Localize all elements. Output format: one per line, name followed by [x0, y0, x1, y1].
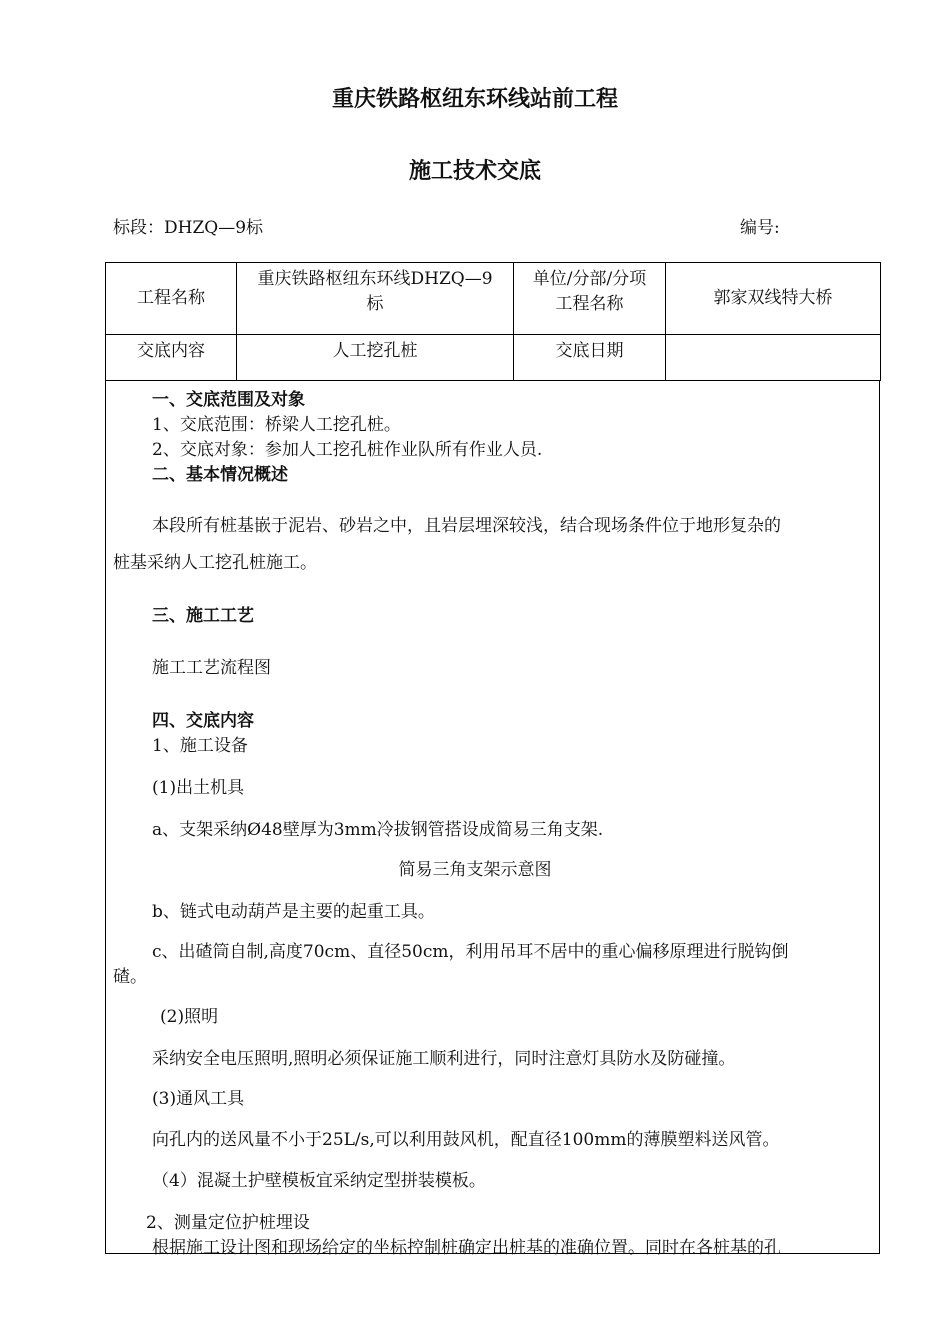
info-table — [105, 262, 881, 381]
survey-heading: 2、测量定位护桩埋设 — [146, 1213, 310, 1233]
scope-audience: 2、交底对象：参加人工挖孔桩作业队所有作业人员. — [152, 440, 543, 460]
unit-value: 郭家双线特大桥 — [666, 263, 881, 335]
survey-text: 根据施工设计图和现场给定的坐标控制桩确定出桩基的准确位置。同时在各桩基的孔 — [152, 1238, 781, 1258]
lighting-heading: (2)照明 — [160, 1007, 219, 1027]
project-name-line2: 标 — [366, 294, 384, 314]
section-label: 标段：DHZQ—9标 — [113, 218, 264, 238]
unit-label-line1: 单位/分部/分项 — [532, 269, 647, 289]
formwork-text: （4）混凝土护壁模板宜采纳定型拼装模板。 — [152, 1171, 486, 1191]
content-value: 人工挖孔桩 — [237, 335, 514, 381]
scope-range: 1、交底范围：桥梁人工挖孔桩。 — [152, 415, 401, 435]
equipment-excavation: (1)出土机具 — [152, 778, 245, 798]
date-label: 交底日期 — [514, 335, 666, 381]
overview-line2: 桩基采纳人工挖孔桩施工。 — [113, 553, 317, 573]
info-row-project — [106, 263, 881, 335]
ventilation-text: 向孔内的送风量不小于25L/s,可以利用鼓风机，配直径100mm的薄膜塑料送风管。 — [152, 1130, 780, 1150]
document-title: 重庆铁路枢纽东环线站前工程 — [331, 86, 618, 112]
equipment-bucket-line1: c、出碴筒自制,高度70cm、直径50cm，利用吊耳不居中的重心偏移原理进行脱钩倒 — [152, 942, 789, 962]
equipment-heading: 1、施工设备 — [152, 736, 248, 756]
project-name-label: 工程名称 — [106, 263, 237, 335]
lighting-text: 采纳安全电压照明,照明必须保证施工顺利进行，同时注意灯具防水及防碰撞。 — [152, 1049, 736, 1069]
process-flowchart-caption: 施工工艺流程图 — [152, 658, 271, 678]
equipment-bucket-line2: 碴。 — [113, 967, 147, 987]
equipment-hoist: b、链式电动葫芦是主要的起重工具。 — [152, 902, 435, 922]
number-label: 编号: — [740, 218, 780, 238]
heading-scope: 一、交底范围及对象 — [152, 390, 305, 410]
heading-content: 四、交底内容 — [152, 711, 254, 731]
support-frame-caption: 简易三角支架示意图 — [398, 860, 552, 880]
document-subtitle: 施工技术交底 — [408, 158, 541, 184]
date-value — [666, 335, 881, 381]
info-row-content — [106, 335, 881, 381]
overview-line1: 本段所有桩基嵌于泥岩、砂岩之中，且岩层埋深较浅，结合现场条件位于地形复杂的 — [152, 516, 781, 536]
unit-label-line2: 工程名称 — [555, 294, 624, 314]
ventilation-heading: (3)通风工具 — [152, 1089, 245, 1109]
project-name-value — [237, 263, 514, 335]
content-label: 交底内容 — [106, 335, 237, 381]
heading-process: 三、施工工艺 — [152, 606, 254, 626]
heading-overview: 二、基本情况概述 — [152, 465, 288, 485]
project-name-line1: 重庆铁路枢纽东环线DHZQ—9 — [257, 269, 493, 289]
unit-label — [514, 263, 666, 335]
equipment-support-frame: a、支架采纳Ø48壁厚为3mm冷拔钢管搭设成简易三角支架. — [152, 820, 604, 840]
